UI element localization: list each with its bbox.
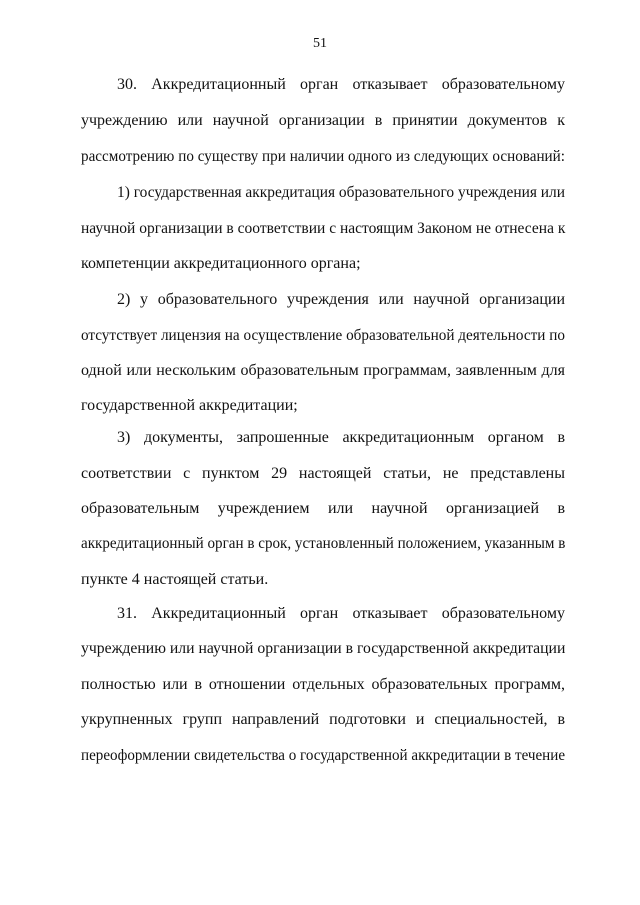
- text-line: аккредитационный орган в срок, установленный положением, указанным в: [81, 535, 566, 552]
- text-line: учреждению или научной организации в государственной аккредитации: [81, 640, 566, 657]
- text-line: рассмотрению по существу при наличии одного из следующих оснований:: [81, 148, 565, 165]
- text-line: научной организации в соответствии с настоящим Законом не отнесена к: [81, 220, 566, 237]
- text-line: соответствии с пунктом 29 настоящей статьи, не представлены: [81, 465, 565, 482]
- text-line: 31. Аккредитационный орган отказывает образовательному: [117, 605, 565, 622]
- text-line: 3) документы, запрошенные аккредитационным органом в: [117, 429, 565, 446]
- text-line: пункте 4 настоящей статьи.: [81, 571, 269, 588]
- text-line: полностью или в отношении отдельных образовательных программ,: [81, 676, 565, 693]
- text-line: 1) государственная аккредитация образовательного учреждения или: [117, 184, 565, 201]
- text-line: учреждению или научной организации в принятии документов к: [81, 112, 565, 129]
- text-line: государственной аккредитации;: [81, 397, 298, 414]
- text-line: компетенции аккредитационного органа;: [81, 255, 361, 272]
- text-line: укрупненных групп направлений подготовки и специальностей, в: [81, 711, 565, 728]
- text-line: образовательным учреждением или научной организацией в: [81, 500, 565, 517]
- text-line: 2) у образовательного учреждения или научной организации: [117, 291, 565, 308]
- text-line: 30. Аккредитационный орган отказывает образовательному: [117, 76, 565, 93]
- text-line: одной или нескольким образовательным программам, заявленным для: [81, 362, 565, 379]
- text-line: отсутствует лицензия на осуществление образовательной деятельности по: [81, 327, 565, 344]
- page-number: 51: [313, 36, 327, 51]
- text-line: переоформлении свидетельства о государственной аккредитации в течение: [81, 747, 566, 764]
